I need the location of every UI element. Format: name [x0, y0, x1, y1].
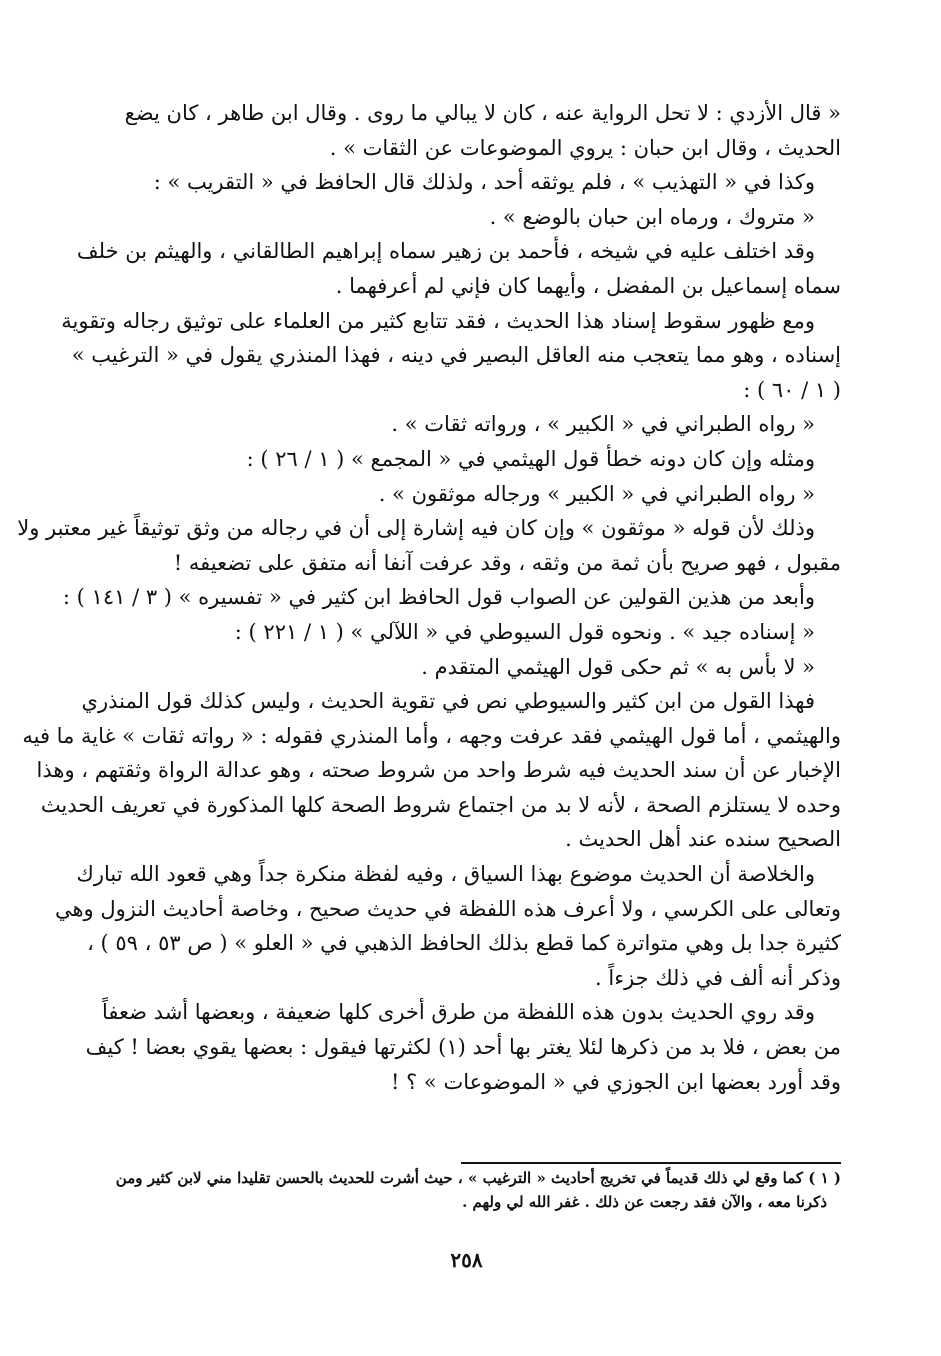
paragraph-other-routes — [85, 995, 841, 1099]
text-line: وكذا في « التهذيب » ، فلم يوثقه أحد ، ولذلك قال الحافظ في « التقريب » : — [153, 170, 815, 195]
text-line: والهيثمي ، أما قول الهيثمي فقد عرفت وجهه ، وأما المنذري فقوله : « رواته ثقات » غاية ما فيه — [22, 723, 841, 748]
paragraph-ibn-kathir — [62, 580, 841, 615]
text-line: وقد أورد بعضها ابن الجوزي في « الموضوعات » ؟ ! — [391, 1069, 841, 1094]
paragraph-muwaththaqun — [17, 511, 841, 580]
text-line: وأبعد من هذين القولين عن الصواب قول الحافظ ابن كثير في « تفسيره » ( ٣ / ١٤١ ) : — [62, 585, 815, 610]
text-line: الصحيح سنده عند أهل الحديث . — [565, 827, 841, 852]
text-line: وذكر أنه ألف في ذلك جزءاً . — [595, 965, 841, 990]
paragraph-isnad-weakness — [61, 304, 841, 408]
text-line: كثيرة جدا بل وهي متواترة كما قطع بذلك الحافظ الذهبي في « العلو » ( ص ٥٣ ، ٥٩ ) ، — [87, 931, 841, 956]
text-line: فهذا القول من ابن كثير والسيوطي نص في تقوية الحديث ، وليس كذلك قول المنذري — [81, 689, 815, 714]
quote-isnad-jayyid — [92, 615, 841, 650]
footnote-line: ذكرنا معه ، والآن فقد رجعت عن ذلك . غفر الله لي ولهم . — [462, 1193, 827, 1211]
text-line: الإخبار عن أن سند الحديث فيه شرط واحد من شروط صحته ، وهو عدالة الرواة وثقتهم ، وهذا — [36, 758, 841, 783]
text-line: مقبول ، فهو صريح بأن ثمة من وثقه ، وقد عرفت آنفا أنه متفق على تضعيفه ! — [173, 550, 841, 575]
text-line: وحده لا يستلزم الصحة ، لأنه لا بد من اجتماع شروط الصحة كلها المذكورة في تعريف الحديث — [40, 792, 841, 817]
text-line: إسناده ، وهو مما يتعجب منه العاقل البصير في دينه ، فهذا المنذري يقول في « الترغيب » — [71, 343, 841, 368]
text-line: ومع ظهور سقوط إسناد هذا الحديث ، فقد تتابع كثير من العلماء على توثيق رجاله وتقوية — [61, 308, 815, 333]
text-line: ( ١ / ٦٠ ) : — [743, 377, 841, 402]
text-line: وقد روي الحديث بدون هذه اللفظة من طرق أخرى كلها ضعيفة ، وبعضها أشد ضعفاً — [102, 1000, 815, 1025]
paragraph-tahdhib — [92, 165, 841, 200]
quote-haythami — [92, 477, 841, 512]
text-line: الحديث ، وقال ابن حبان : يروي الموضوعات عن الثقات » . — [329, 135, 841, 160]
text-line: ومثله وإن كان دونه خطأ قول الهيثمي في « المجمع » ( ١ / ٢٦ ) : — [246, 446, 815, 471]
page-number: ٢٥٨ — [450, 1248, 483, 1272]
document-page — [17, 96, 841, 1356]
text-line: وتعالى على الكرسي ، ولا أعرف هذه اللفظة في حديث صحيح ، وخاصة أحاديث النزول وهي — [54, 896, 841, 921]
footnote-divider — [461, 1162, 841, 1164]
paragraph-analysis — [22, 684, 841, 857]
footnote-line: ( ١ ) كما وقع لي ذلك قديماً في تخريج أحاديث « الترغيب » ، حيث أشرت للحديث بالحسن تقليدا مني لابن كثير ومن — [115, 1169, 841, 1187]
text-line: « قال الأزدي : لا تحل الرواية عنه ، كان لا يبالي ما روى . وقال ابن طاهر ، كان يضع — [124, 101, 841, 125]
text-line: وقد اختلف عليه في شيخه ، فأحمد بن زهير سماه إبراهيم الطالقاني ، والهيثم بن خلف — [76, 239, 815, 264]
text-line: « متروك ، ورماه ابن حبان بالوضع » . — [489, 204, 815, 229]
text-line: والخلاصة أن الحديث موضوع بهذا السياق ، وفيه لفظة منكرة جداً وهي قعود الله تبارك — [76, 862, 815, 887]
paragraph-haythami — [92, 442, 841, 477]
text-line: وذلك لأن قوله « موثقون » وإن كان فيه إشارة إلى أن في رجاله من وثق توثيقاً غير معتبر ولا — [17, 516, 815, 541]
paragraph-azdi-quote — [92, 96, 841, 165]
footnotes — [92, 1166, 841, 1214]
paragraph-conclusion — [54, 857, 841, 995]
text-line: من بعض ، فلا بد من ذكرها لئلا يغتر بها أحد (١) لكثرتها فيقول : بعضها يقوي بعضا ! كيف — [85, 1035, 841, 1060]
quote-mundhiri — [92, 407, 841, 442]
paragraph-shaykh-dispute — [76, 234, 841, 303]
text-line: « لا بأس به » ثم حكى قول الهيثمي المتقدم . — [421, 654, 815, 679]
quote-taqrib — [92, 200, 841, 235]
text-line: سماه إسماعيل بن المفضل ، وأيهما كان فإني لم أعرفهما . — [335, 273, 841, 298]
text-line: « رواه الطبراني في « الكبير » ، ورواته ثقات » . — [391, 412, 815, 437]
text-line: « رواه الطبراني في « الكبير » ورجاله موثقون » . — [378, 481, 815, 506]
main-text — [17, 96, 841, 1099]
quote-la-bas-bihi — [92, 650, 841, 685]
text-line: « إسناده جيد » . ونحوه قول السيوطي في « اللآلي » ( ١ / ٢٢١ ) : — [234, 619, 815, 644]
